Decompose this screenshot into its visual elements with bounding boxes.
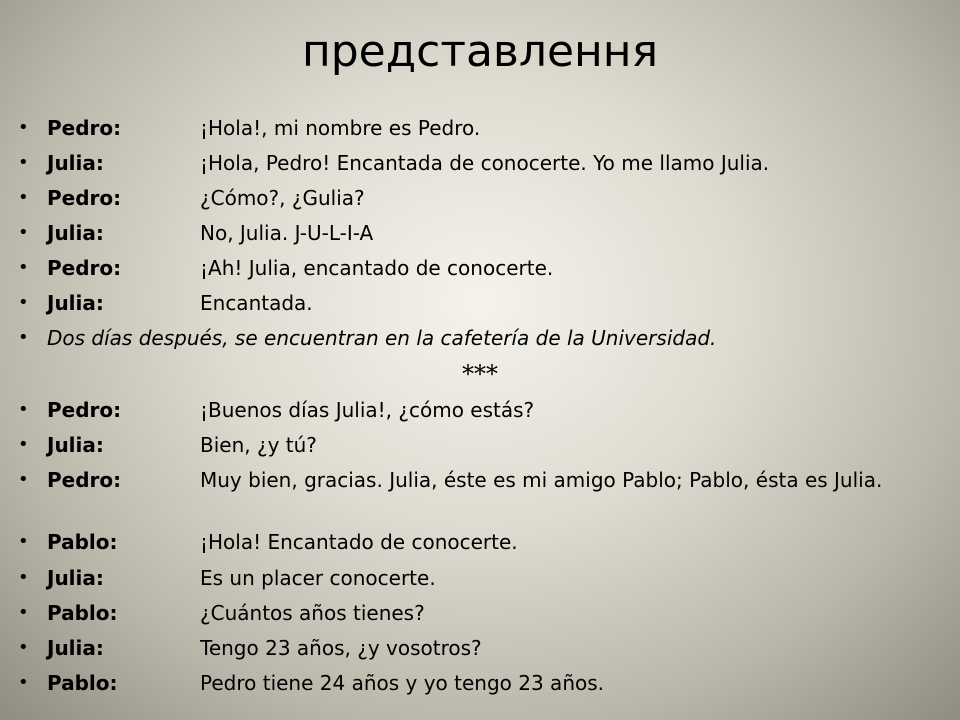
dialogue-line [18,186,948,210]
bullet-icon: • [18,434,29,455]
dialogue-line [18,398,948,422]
speaker-name: Julia: [47,151,104,175]
dialogue-line [18,468,948,492]
dialogue-line [18,601,948,625]
bullet-icon: • [18,602,29,623]
dialogue-text: Muy bien, gracias. Julia, éste es mi amigo Pablo; Pablo, ésta es Julia. [200,468,883,492]
dialogue-line [18,291,948,315]
dialogue-text: No, Julia. J-U-L-I-A [200,221,374,245]
bullet-icon: • [18,399,29,420]
dialogue-line [18,221,948,245]
speaker-name: Pedro: [47,256,122,280]
bullet-icon: • [18,222,29,243]
speaker-name: Pedro: [47,468,122,492]
dialogue-line [18,256,948,280]
dialogue-text: Encantada. [200,291,313,315]
dialogue-text: Bien, ¿y tú? [200,433,317,457]
speaker-name: Pablo: [47,530,118,554]
bullet-icon: • [18,187,29,208]
narration-line [18,326,948,350]
speaker-name: Pedro: [47,398,122,422]
speaker-name: Julia: [47,221,104,245]
dialogue-text: ¡Ah! Julia, encantado de conocerte. [200,256,554,280]
bullet-icon: • [18,327,29,348]
bullet-icon: • [18,637,29,658]
dialogue-line [18,433,948,457]
dialogue-text: ¡Buenos días Julia!, ¿cómo estás? [200,398,535,422]
dialogue-line [18,671,948,695]
speaker-name: Julia: [47,291,104,315]
speaker-name: Pablo: [47,601,118,625]
dialogue-line [18,636,948,660]
speaker-name: Julia: [47,636,104,660]
bullet-icon: • [18,567,29,588]
dialogue-text: ¿Cómo?, ¿Gulia? [200,186,365,210]
bullet-icon: • [18,292,29,313]
dialogue-text: ¡Hola, Pedro! Encantada de conocerte. Yo me llamo Julia. [200,151,770,175]
speaker-name: Julia: [47,433,104,457]
slide-title: представлення [301,26,659,77]
speaker-name: Pablo: [47,671,118,695]
bullet-icon: • [18,117,29,138]
bullet-icon: • [18,469,29,490]
bullet-icon: • [18,531,29,552]
dialogue-line [18,530,948,554]
dialogue-text: ¡Hola! Encantado de conocerte. [200,530,518,554]
bullet-icon: • [18,672,29,693]
bullet-icon: • [18,152,29,173]
dialogue-text: Es un placer conocerte. [200,566,436,590]
dialogue-text: Tengo 23 años, ¿y vosotros? [200,636,482,660]
dialogue-text: Pedro tiene 24 años y yo tengo 23 años. [200,671,605,695]
speaker-name: Pedro: [47,116,122,140]
section-separator: *** [462,360,498,388]
dialogue-line [18,116,948,140]
speaker-name: Pedro: [47,186,122,210]
dialogue-text: ¡Hola!, mi nombre es Pedro. [200,116,481,140]
bullet-icon: • [18,257,29,278]
narration-text: Dos días después, se encuentran en la cafetería de la Universidad. [47,326,717,350]
dialogue-text: ¿Cuántos años tienes? [200,601,425,625]
dialogue-line [18,151,948,175]
dialogue-line [18,566,948,590]
speaker-name: Julia: [47,566,104,590]
